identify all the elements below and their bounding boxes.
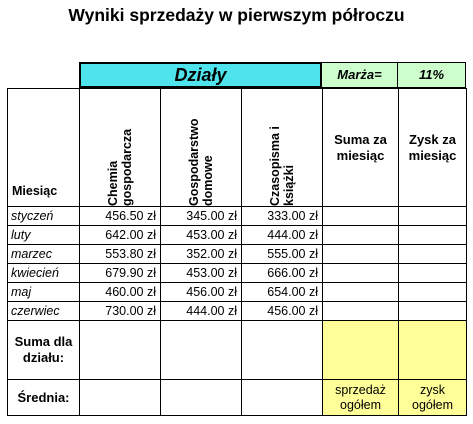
sum-cell[interactable] [323,207,399,226]
average-label[interactable]: Średnia: [8,380,80,416]
value-cell[interactable]: 666.00 zł [242,264,323,283]
sheet-title: Wyniki sprzedaży w pierwszym półroczu [68,5,405,25]
average-cell[interactable] [80,380,161,416]
average-cell[interactable] [161,380,242,416]
value-cell[interactable]: 654.00 zł [242,283,323,302]
table-row [8,207,467,226]
sales-table [7,88,467,416]
total-sales-caption[interactable]: sprzedaż ogółem [323,380,399,416]
month-cell[interactable]: styczeń [8,207,80,226]
value-cell[interactable]: 444.00 zł [242,226,323,245]
sum-cell[interactable] [323,245,399,264]
value-cell[interactable]: 553.80 zł [80,245,161,264]
total-sales-cell[interactable] [323,321,399,380]
value-cell[interactable]: 456.00 zł [242,302,323,321]
sum-cell[interactable] [323,302,399,321]
value-cell[interactable]: 642.00 zł [80,226,161,245]
sum-cell[interactable] [323,226,399,245]
value-cell[interactable]: 345.00 zł [161,207,242,226]
profit-cell[interactable] [399,245,467,264]
sum-cell[interactable] [323,264,399,283]
month-cell[interactable]: kwiecień [8,264,80,283]
month-cell[interactable]: marzec [8,245,80,264]
value-cell[interactable]: 460.00 zł [80,283,161,302]
department-sum-cell[interactable] [242,321,323,380]
value-cell[interactable]: 679.90 zł [80,264,161,283]
month-cell[interactable]: luty [8,226,80,245]
month-cell[interactable]: czerwiec [8,302,80,321]
profit-cell[interactable] [399,283,467,302]
profit-cell[interactable] [399,207,467,226]
table-row [8,226,467,245]
value-cell[interactable]: 352.00 zł [161,245,242,264]
total-profit-caption[interactable]: zysk ogółem [399,380,467,416]
value-cell[interactable]: 453.00 zł [161,264,242,283]
margin-label-cell[interactable]: Marża= [322,62,398,88]
total-profit-cell[interactable] [399,321,467,380]
value-cell[interactable]: 555.00 zł [242,245,323,264]
column-header-sum-month[interactable]: Suma za miesiąc [323,89,399,207]
departments-header[interactable]: Działy [79,62,322,88]
department-sum-cell[interactable] [80,321,161,380]
value-cell[interactable]: 456.50 zł [80,207,161,226]
value-cell[interactable]: 453.00 zł [161,226,242,245]
margin-value-cell[interactable]: 11% [398,62,466,88]
profit-cell[interactable] [399,264,467,283]
sum-row [8,321,467,380]
month-cell[interactable]: maj [8,283,80,302]
table-row [8,245,467,264]
column-header-month[interactable]: Miesiąc [8,89,80,207]
table-row [8,283,467,302]
table-row [8,264,467,283]
average-cell[interactable] [242,380,323,416]
profit-cell[interactable] [399,226,467,245]
department-sum-cell[interactable] [161,321,242,380]
profit-cell[interactable] [399,302,467,321]
value-cell[interactable]: 730.00 zł [80,302,161,321]
value-cell[interactable]: 444.00 zł [161,302,242,321]
column-header-household[interactable]: Gospodarstwo domowe [161,89,242,207]
sum-cell[interactable] [323,283,399,302]
column-header-profit-month[interactable]: Zysk za miesiąc [399,89,467,207]
average-row [8,380,467,416]
table-row [8,302,467,321]
value-cell[interactable]: 333.00 zł [242,207,323,226]
column-header-magazines[interactable]: Czasopisma i książki [242,89,323,207]
value-cell[interactable]: 456.00 zł [161,283,242,302]
column-header-chemistry[interactable]: Chemia gospodarcza [80,89,161,207]
department-sum-label[interactable]: Suma dla działu: [8,321,80,380]
